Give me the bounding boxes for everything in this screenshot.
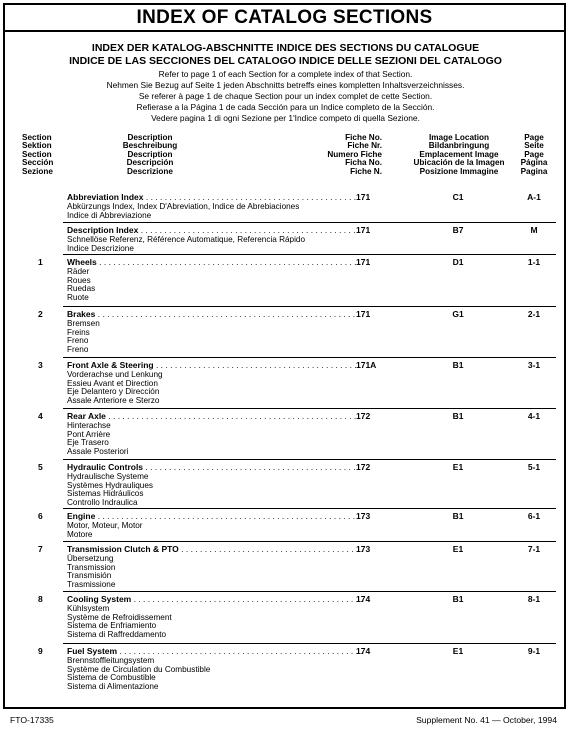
form-number: FTO-17335 xyxy=(10,715,54,725)
translation-line: Eje Delantero y Dirección xyxy=(67,387,160,397)
section-number: 8 xyxy=(38,594,43,604)
translation-line: Assale Anteriore e Sterzo xyxy=(67,395,160,405)
header-section-label: Sezione xyxy=(22,166,53,176)
section-title: Transmission Clutch & PTO . . . xyxy=(67,544,363,554)
header-page xyxy=(515,134,553,176)
image-location: E1 xyxy=(452,462,464,472)
header-page-label: Seite xyxy=(524,141,544,151)
row-divider xyxy=(63,408,556,409)
translations xyxy=(67,422,128,456)
translation-line: Vorderachse und Lenkung xyxy=(67,370,163,379)
section-title: Rear Axle . . . xyxy=(67,411,363,421)
page-number: A-1 xyxy=(527,192,541,202)
supplement-date: Supplement No. 41 — October, 1994 xyxy=(416,715,557,725)
row-divider xyxy=(63,643,556,644)
header-page-label: Página xyxy=(520,158,548,168)
section-title: Description Index . . . xyxy=(67,225,363,235)
section-number: 2 xyxy=(38,309,43,319)
row-divider xyxy=(63,306,556,307)
section-title: Hydraulic Controls . . . xyxy=(67,462,363,472)
translation-line: Räder xyxy=(67,267,90,276)
image-location: B7 xyxy=(452,225,464,235)
translation-line: Sistema di Raffreddamento xyxy=(67,629,167,639)
fiche-number: 171A xyxy=(356,360,377,370)
header-description-label: Beschreibung xyxy=(122,141,178,151)
header-section-label: Sektion xyxy=(22,141,52,151)
section-number: 7 xyxy=(38,544,43,554)
image-location: B1 xyxy=(452,360,464,370)
translation-line: Roues xyxy=(67,275,91,285)
translation-line: Bremsen xyxy=(67,319,100,328)
translation-line: Übersetzung xyxy=(67,554,114,563)
translation-line: Sistema de Enfriamiento xyxy=(67,621,157,631)
page-number: 8-1 xyxy=(527,594,541,604)
fiche-number: 172 xyxy=(356,411,371,421)
header-fiche-label: Fiche N. xyxy=(350,166,382,176)
header-image xyxy=(405,134,513,176)
header-fiche-label: Fiche Nr. xyxy=(347,141,382,151)
translation-line: Freno xyxy=(67,344,89,354)
header-image-label: Image Location xyxy=(428,133,490,142)
header-image-label: Ubicación de la Imagen xyxy=(413,158,505,168)
page-number: 5-1 xyxy=(527,462,541,472)
page-number: 3-1 xyxy=(527,360,541,370)
translation-line: Transmission xyxy=(67,562,116,572)
row-divider xyxy=(63,357,556,358)
translation-line: Indice Descrizione xyxy=(67,243,134,253)
section-title: Wheels . . . xyxy=(67,257,363,267)
header-image-label: Bildanbringung xyxy=(428,141,490,151)
row-divider xyxy=(63,508,556,509)
translations xyxy=(67,236,305,253)
translations xyxy=(67,371,163,405)
row-divider xyxy=(63,459,556,460)
translation-line: Abkürzungs Index, Index D'Abreviation, Indice de Abrebiaciones xyxy=(67,202,300,211)
translation-line: Controllo Indraulica xyxy=(67,497,138,507)
page-title: INDEX OF CATALOG SECTIONS xyxy=(3,3,566,32)
translation-line: Sistema de Combustible xyxy=(67,673,156,683)
page-number: M xyxy=(530,225,538,235)
image-location: B1 xyxy=(452,594,464,604)
section-title: Fuel System . . . xyxy=(67,646,363,656)
translation-line: Transmisión xyxy=(67,571,112,581)
header-fiche xyxy=(322,134,382,176)
translation-line: Hinterachse xyxy=(67,421,111,430)
page-number: 9-1 xyxy=(527,646,541,656)
translation-line: Système de Refroidissement xyxy=(67,612,172,622)
translation-line: Ruedas xyxy=(67,284,96,294)
header-fiche-label: Fiche No. xyxy=(345,133,382,142)
translation-line: Sistema di Alimentazione xyxy=(67,681,159,691)
header-description xyxy=(95,134,205,176)
fiche-number: 174 xyxy=(356,646,371,656)
section-number: 4 xyxy=(38,411,43,421)
reference-note-en: Refer to page 1 of each Section for a complete index of that Section. xyxy=(158,69,413,79)
fiche-number: 174 xyxy=(356,594,371,604)
image-location: B1 xyxy=(452,511,464,521)
translations xyxy=(67,268,95,302)
header-fiche-label: Ficha No. xyxy=(345,158,382,168)
translation-line: Hydraulische Systeme xyxy=(67,472,149,481)
image-location: E1 xyxy=(452,646,464,656)
page-number: 6-1 xyxy=(527,511,541,521)
image-location: B1 xyxy=(452,411,464,421)
section-title: Front Axle & Steering . . . xyxy=(67,360,363,370)
page-number: 1-1 xyxy=(527,257,541,267)
translation-line: Motor, Moteur, Motor xyxy=(67,521,143,530)
translation-line: Sistemas Hidráulicos xyxy=(67,489,144,499)
image-location: C1 xyxy=(452,192,464,202)
image-location: E1 xyxy=(452,544,464,554)
translations xyxy=(67,473,153,507)
translations xyxy=(67,522,143,539)
section-title: Cooling System . . . xyxy=(67,594,363,604)
row-divider xyxy=(63,222,556,223)
fiche-number: 171 xyxy=(356,257,371,267)
translation-line: Eje Trasero xyxy=(67,438,109,448)
translation-line: Trasmissione xyxy=(67,579,116,589)
subtitle-line-1: INDEX DER KATALOG-ABSCHNITTE INDICE DES SECTIONS DU CATALOGUE xyxy=(91,42,480,54)
translations xyxy=(67,555,115,589)
translation-line: Pont Arrière xyxy=(67,429,111,439)
header-section-label: Section xyxy=(22,149,52,159)
header-description-label: Descrizione xyxy=(127,166,173,176)
translation-line: Freno xyxy=(67,336,89,346)
header-section xyxy=(22,134,62,176)
section-number: 6 xyxy=(38,511,43,521)
translation-line: Brennstoffleitungsystem xyxy=(67,656,155,665)
header-description-label: Descripción xyxy=(126,158,174,168)
header-description-label: Description xyxy=(127,149,173,159)
translations xyxy=(67,203,299,220)
translations xyxy=(67,657,210,691)
section-number: 5 xyxy=(38,462,43,472)
header-description-label: Description xyxy=(127,133,173,142)
row-divider xyxy=(63,541,556,542)
fiche-number: 171 xyxy=(356,192,371,202)
translation-line: Système de Circulation du Combustible xyxy=(67,664,211,674)
fiche-number: 171 xyxy=(356,309,371,319)
section-number: 3 xyxy=(38,360,43,370)
header-page-label: Page xyxy=(524,149,544,159)
translation-line: Freins xyxy=(67,327,90,337)
translation-line: Assale Posteriori xyxy=(67,446,129,456)
header-fiche-label: Numero Fiche xyxy=(327,149,382,159)
header-page-label: Pagina xyxy=(520,166,548,176)
fiche-number: 172 xyxy=(356,462,371,472)
page-number: 4-1 xyxy=(527,411,541,421)
header-image-label: Posizione Immagine xyxy=(419,166,499,176)
image-location: D1 xyxy=(452,257,464,267)
reference-note-de: Nehmen Sie Bezug auf Seite 1 jeden Abschnitts betreffs eines kompletten Inhaltsverzeichnisses. xyxy=(106,80,465,90)
translation-line: Ruote xyxy=(67,292,89,302)
translation-line: Kühlsystem xyxy=(67,604,110,613)
reference-note-es: Refierase a la Página 1 de cada Sección para un Indice completo de la Sección. xyxy=(136,102,435,112)
translation-line: Indice di Abbreviazione xyxy=(67,210,152,220)
fiche-number: 173 xyxy=(356,544,371,554)
row-divider xyxy=(63,254,556,255)
translation-line: Essieu Avant et Direction xyxy=(67,378,158,388)
section-number: 1 xyxy=(38,257,43,267)
page-number: 7-1 xyxy=(527,544,541,554)
section-title: Abbreviation Index . . . xyxy=(67,192,363,202)
translation-line: Schnellöse Referenz, Référence Automatique, Referencia Rápido xyxy=(67,235,306,244)
translations xyxy=(67,605,172,639)
translations xyxy=(67,320,100,354)
fiche-number: 173 xyxy=(356,511,371,521)
fiche-number: 171 xyxy=(356,225,371,235)
image-location: G1 xyxy=(452,309,464,319)
reference-note-fr: Se referer à page 1 de chaque Section pour un index complet de cette Section. xyxy=(138,91,433,101)
header-image-label: Emplacement Image xyxy=(419,149,499,159)
reference-note-it: Vedere pagina 1 di ogni Sezione per 1'Indice competo di quella Sezione. xyxy=(151,113,420,123)
subtitle-line-2: INDICE DE LAS SECCIONES DEL CATALOGO INDICE DELLE SEZIONI DEL CATALOGO xyxy=(69,55,502,67)
section-title: Brakes . . . xyxy=(67,309,363,319)
header-section-label: Section xyxy=(22,133,52,142)
section-title: Engine . . . xyxy=(67,511,363,521)
section-number: 9 xyxy=(38,646,43,656)
translation-line: Motore xyxy=(67,529,93,539)
header-page-label: Page xyxy=(524,133,544,142)
row-divider xyxy=(63,591,556,592)
header-section-label: Sección xyxy=(22,158,54,168)
page-number: 2-1 xyxy=(527,309,541,319)
translation-line: Systèmes Hydrauliques xyxy=(67,480,154,490)
